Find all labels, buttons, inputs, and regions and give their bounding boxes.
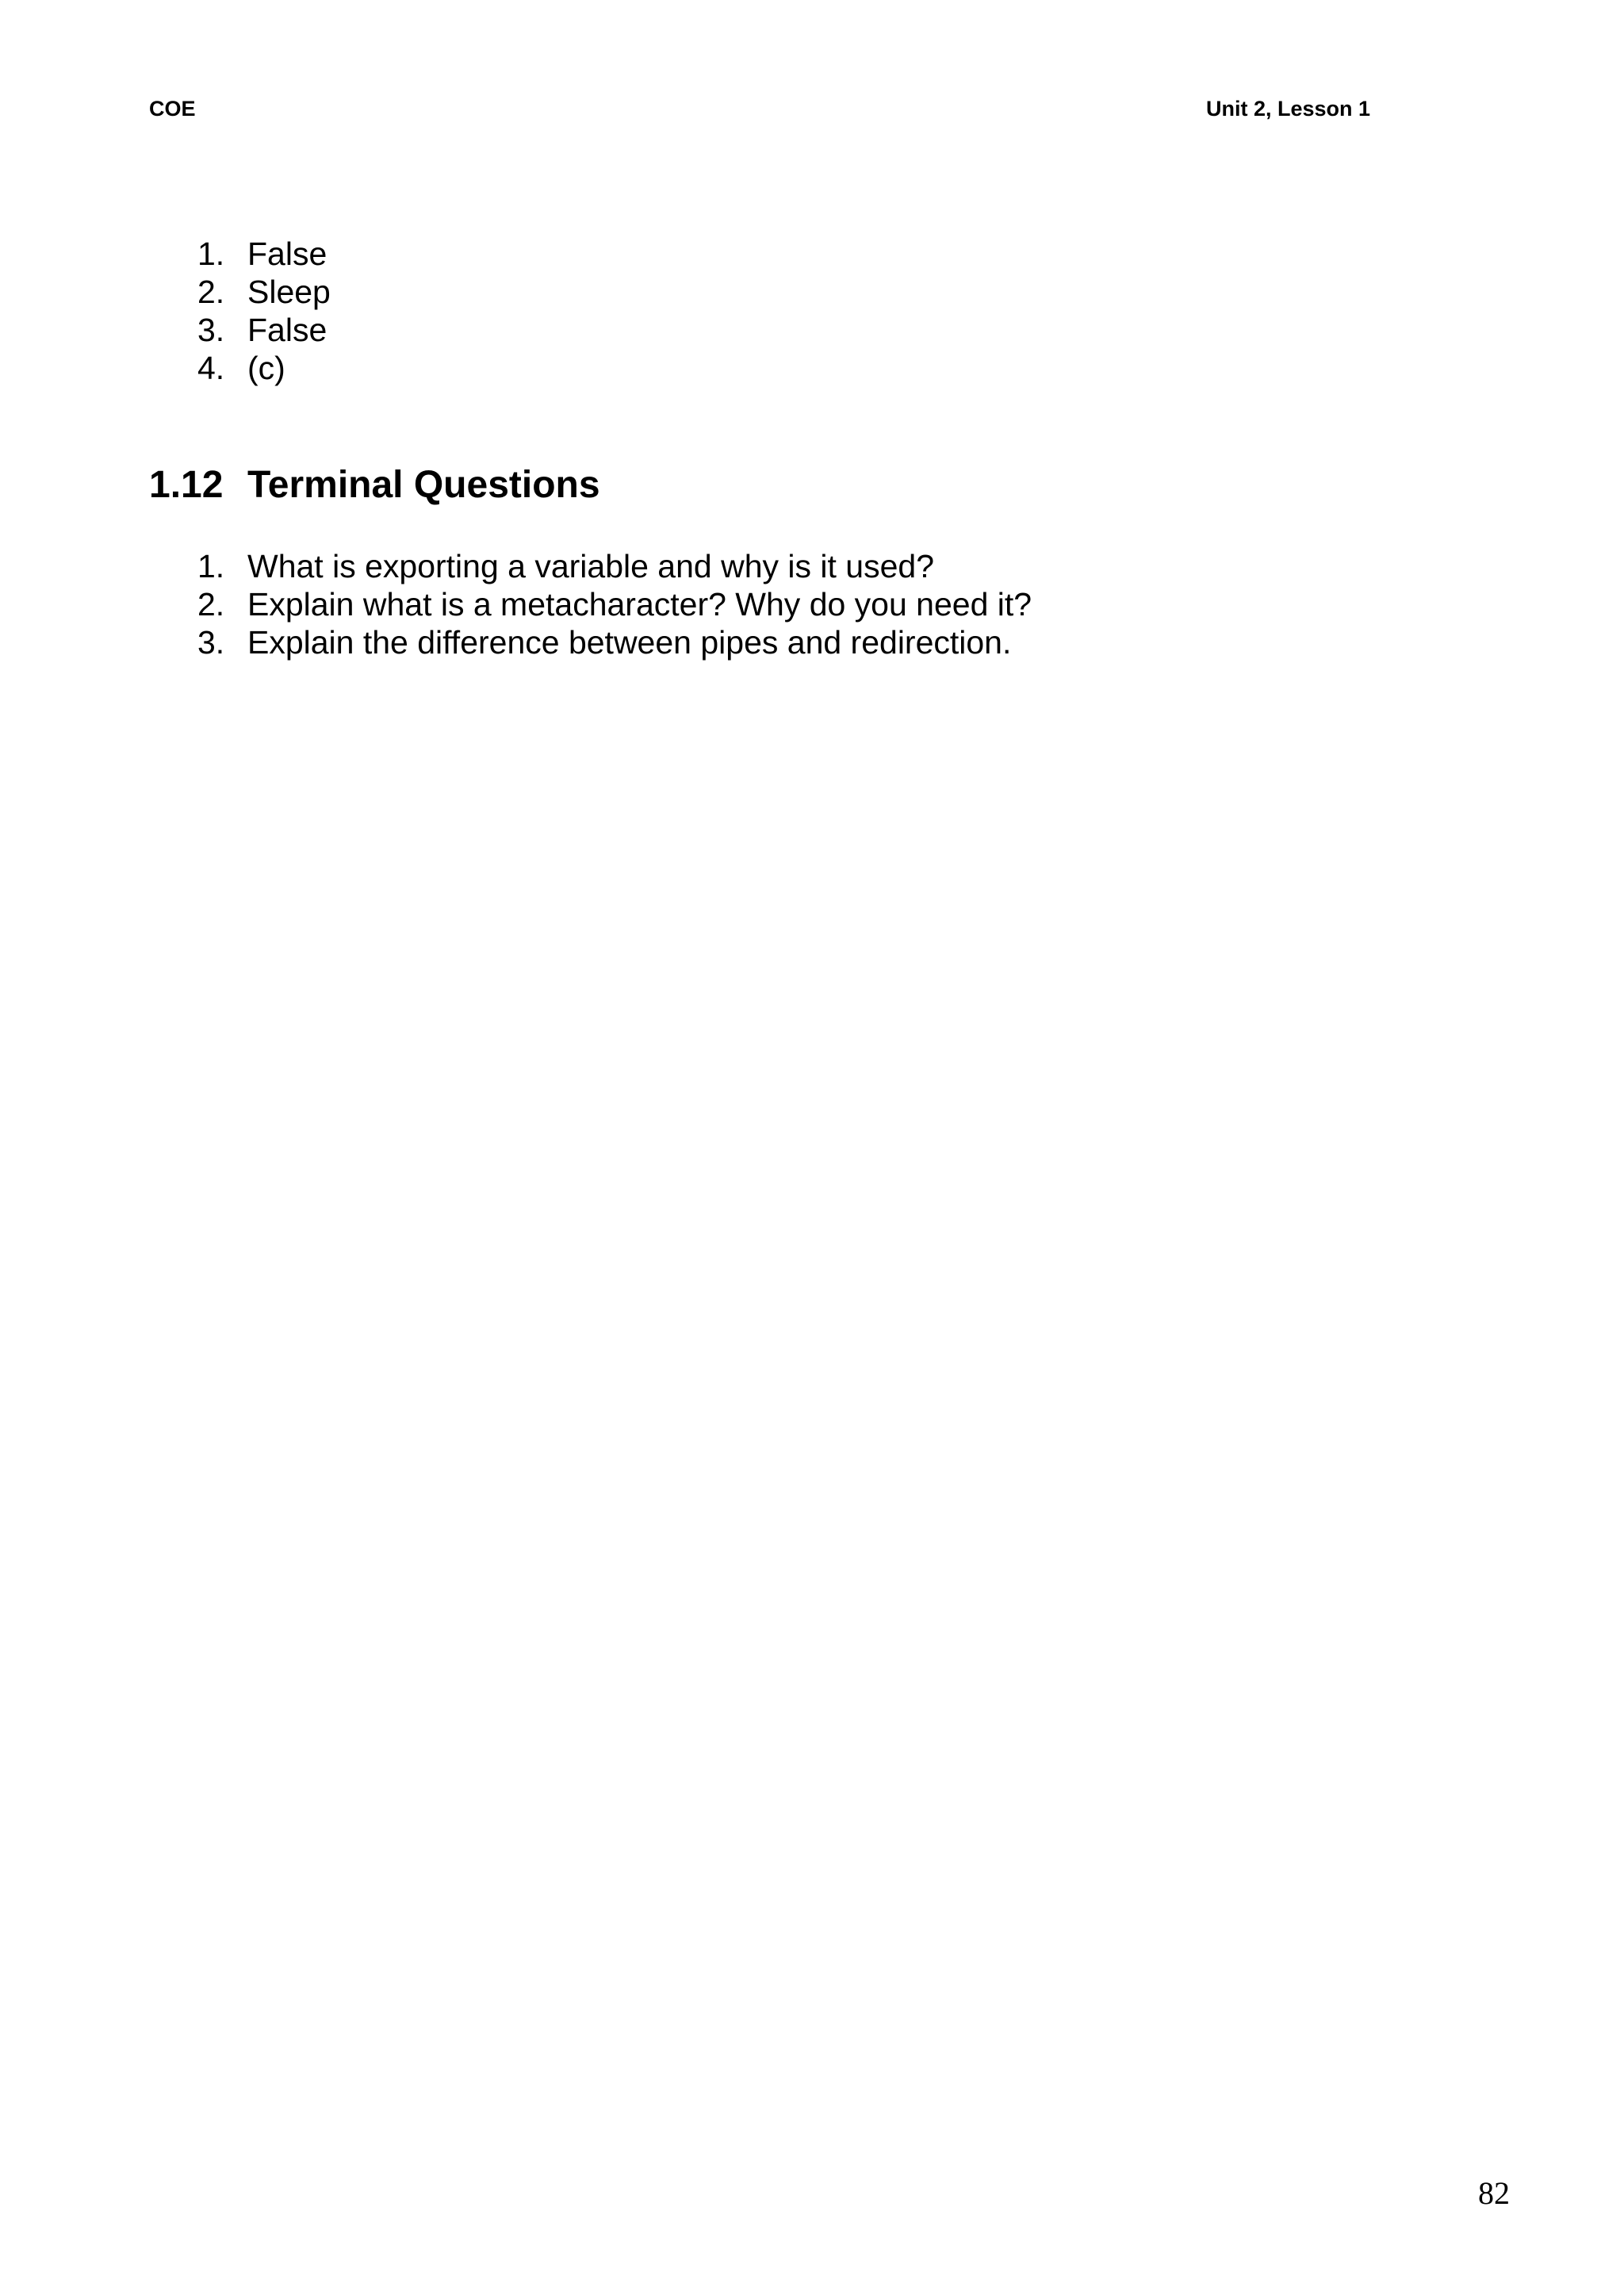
- list-item-number: 4.: [197, 350, 225, 386]
- list-item-number: 3.: [197, 312, 225, 348]
- list-item-number: 1.: [197, 548, 225, 584]
- list-item-text: False: [247, 312, 327, 348]
- list-item-text: (c): [247, 350, 285, 386]
- page-number: 82: [1478, 2175, 1510, 2211]
- list-item-text: What is exporting a variable and why is it used?: [247, 548, 935, 584]
- header-right-text: Unit 2, Lesson 1: [1206, 97, 1371, 121]
- list-item-number: 3.: [197, 624, 225, 661]
- list-item-number: 1.: [197, 236, 225, 272]
- list-item-text: Explain what is a metacharacter? Why do you need it?: [247, 586, 1032, 623]
- section-number: 1.12: [149, 464, 224, 506]
- header-left-text: COE: [149, 97, 196, 121]
- list-item-text: Sleep: [247, 274, 331, 310]
- list-item-text: False: [247, 236, 327, 272]
- list-item-number: 2.: [197, 274, 225, 310]
- section-heading: [149, 462, 600, 509]
- list-item-text: Explain the difference between pipes and redirection.: [247, 624, 1012, 661]
- section-title: Terminal Questions: [247, 464, 600, 506]
- list-item-number: 2.: [197, 586, 225, 623]
